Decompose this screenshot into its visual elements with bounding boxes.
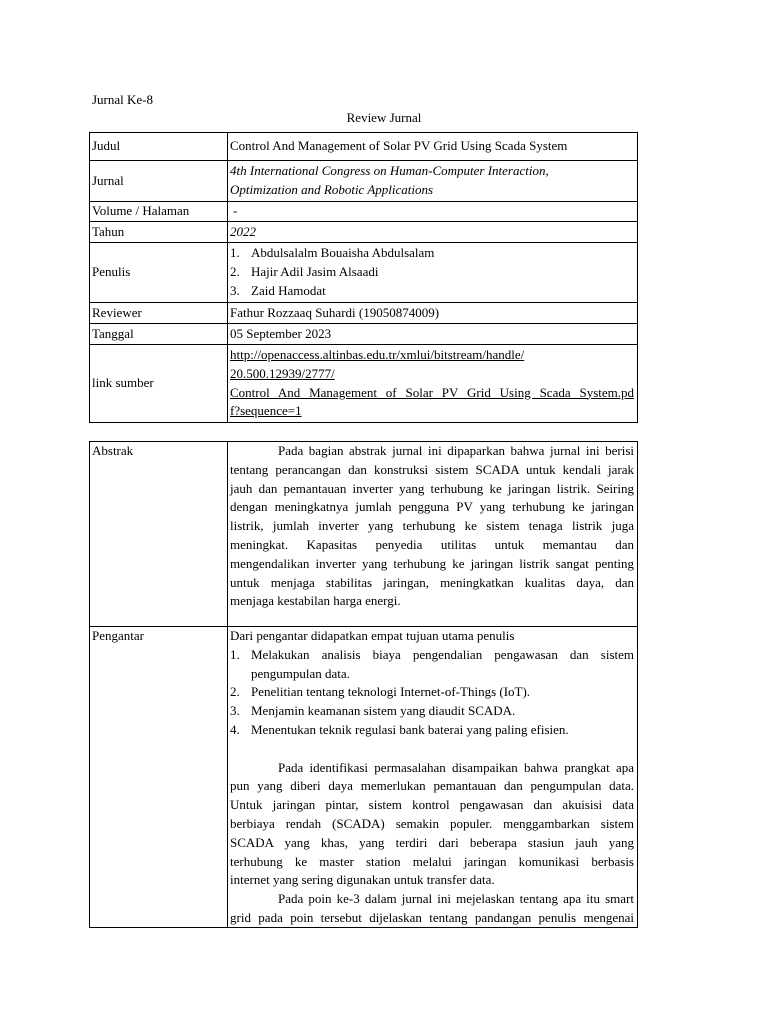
label-volume: Volume / Halaman — [90, 202, 228, 222]
row-volume — [90, 202, 638, 222]
goal-text — [251, 683, 634, 702]
value-penulis — [228, 243, 638, 303]
value-link-sumber[interactable] — [228, 345, 638, 423]
value-reviewer: Fathur Rozzaaq Suhardi (19050874009) — [228, 303, 638, 324]
label-reviewer: Reviewer — [90, 303, 228, 324]
value-jurnal — [228, 161, 638, 202]
pengantar-line: Untuk jaringan pintar, sistem kontrol pengawasan dan akuisisi data — [230, 797, 634, 813]
label-pengantar: Pengantar — [90, 627, 228, 928]
review-content-table — [89, 441, 638, 928]
value-pengantar — [228, 627, 638, 928]
abstract-line: mengendalikan inverter yang terhubung ke jaringan listrik sangat penting — [230, 555, 634, 571]
jurnal-name-line: 4th International Congress on Human-Computer Interaction, — [230, 163, 549, 179]
abstract-line: Pada bagian abstrak jurnal ini dipaparkan bahwa jurnal ini berisi — [278, 443, 634, 458]
author-number: 3. — [230, 282, 240, 298]
author-name: Hajir Adil Jasim Alsaadi — [251, 264, 379, 280]
pengantar-line: berbiaya rendah (SCADA) semakin populer. menggambarkan sistem — [230, 815, 634, 831]
abstract-line: dengan meningkatnya jumlah pengguna PV yang terhubung ke jaringan — [230, 499, 634, 515]
source-link-line[interactable]: f?sequence=1 — [230, 403, 302, 419]
label-penulis: Penulis — [90, 243, 228, 303]
author-item — [230, 263, 634, 282]
jurnal-name-line: Optimization and Robotic Applications — [230, 182, 434, 197]
goal-line: pengumpulan data. — [251, 665, 350, 681]
label-tanggal: Tanggal — [90, 324, 228, 345]
row-tahun — [90, 222, 638, 243]
author-number: 2. — [230, 264, 240, 280]
value-volume: - — [228, 202, 638, 222]
journal-info-table — [89, 132, 638, 423]
source-link-line[interactable]: 20.500.12939/2777/ — [230, 365, 335, 381]
pengantar-line: terhubung ke master station melalui jaringan komunikasi berbasis — [230, 853, 634, 869]
row-jurnal — [90, 161, 638, 202]
goal-line: Menjamin keamanan sistem yang diaudit SCADA. — [251, 703, 516, 719]
value-tanggal: 05 September 2023 — [228, 324, 638, 345]
goal-line: Penelitian tentang teknologi Internet-of-Things (IoT). — [251, 684, 531, 700]
row-abstrak — [90, 442, 638, 627]
goal-item — [230, 702, 634, 721]
abstract-line: tentang perancangan dan konstruksi sistem SCADA untuk kendali jarak — [230, 461, 634, 477]
author-name: Zaid Hamodat — [251, 282, 326, 298]
value-tahun: 2022 — [228, 222, 638, 243]
pengantar-line: internet yang sering digunakan untuk transfer data. — [230, 872, 495, 888]
goal-number: 3. — [230, 703, 240, 719]
goal-item — [230, 683, 634, 702]
goal-number: 4. — [230, 721, 240, 737]
pengantar-line: Pada poin ke-3 dalam jurnal ini mejelaskan tentang apa itu smart — [278, 891, 634, 907]
author-item — [230, 244, 634, 263]
pengantar-paragraph — [230, 890, 634, 927]
label-abstrak: Abstrak — [90, 442, 228, 627]
goal-text — [251, 646, 634, 684]
author-name: Abdulsalalm Bouaisha Abdulsalam — [251, 245, 435, 261]
row-penulis — [90, 243, 638, 303]
label-judul: Judul — [90, 133, 228, 161]
abstract-line: listrik, jumlah inverter yang terhubung ke sistem tenaga listrik juga — [230, 518, 634, 534]
pengantar-line: grid pada poin tersebut dijelaskan tentang pandangan penulis mengenai — [230, 909, 634, 925]
label-link-sumber: link sumber — [90, 345, 228, 423]
value-abstrak — [228, 442, 638, 627]
document-title: Review Jurnal — [346, 110, 422, 125]
goal-item — [230, 721, 634, 740]
row-tanggal — [90, 324, 638, 345]
source-link-line[interactable]: http://openaccess.altinbas.edu.tr/xmlui/bitstream/handle/ — [230, 346, 525, 362]
value-judul: Control And Management of Solar PV Grid Using Scada System — [228, 133, 638, 161]
journal-number: Jurnal Ke-8 — [92, 92, 154, 107]
row-pengantar — [90, 627, 638, 928]
goal-number: 1. — [230, 646, 240, 662]
row-link-sumber — [90, 345, 638, 423]
goal-text — [251, 721, 634, 740]
goal-line: Melakukan analisis biaya pengendalian pengawasan dan sistem — [251, 646, 634, 662]
goal-item — [230, 646, 634, 684]
author-item — [230, 282, 634, 301]
pengantar-line: SCADA yang khas, yang terdiri dari beberapa stasiun jauh yang — [230, 834, 634, 850]
goal-number: 2. — [230, 684, 240, 700]
goal-line: Menentukan teknik regulasi bank baterai yang paling efisien. — [251, 721, 569, 737]
jurnal-name-lines — [230, 162, 634, 200]
label-jurnal: Jurnal — [90, 161, 228, 202]
goal-text — [251, 702, 634, 721]
source-link-line[interactable]: Control And Management of Solar PV Grid Using Scada System.pd — [230, 384, 634, 400]
pengantar-line: pun yang diberi daya memerlukan pemantauan dan pengumpulan data. — [230, 778, 634, 794]
abstract-paragraph — [230, 442, 634, 611]
pengantar-content — [230, 627, 634, 927]
abstract-line: meningkat. Kapasitas penyedia utilitas untuk memantau dan — [230, 536, 634, 552]
row-judul — [90, 133, 638, 161]
abstract-line: menjaga kestabilan harga energi. — [230, 593, 401, 609]
pengantar-line: Pada identifikasi permasalahan disampaikan bahwa prangkat apa — [278, 759, 634, 775]
pengantar-intro: Dari pengantar didapatkan empat tujuan utama penulis — [230, 628, 515, 643]
row-reviewer — [90, 303, 638, 324]
pengantar-paragraph — [230, 759, 634, 891]
blank-line — [230, 740, 634, 759]
label-tahun: Tahun — [90, 222, 228, 243]
abstract-line: untuk menjaga stabilitas jaringan, meningkatkan kualitas daya, dan — [230, 574, 634, 590]
author-number: 1. — [230, 245, 240, 261]
abstract-line: jauh dan pemantauan inverter yang terhubung ke jaringan listrik. Seiring — [230, 480, 634, 496]
